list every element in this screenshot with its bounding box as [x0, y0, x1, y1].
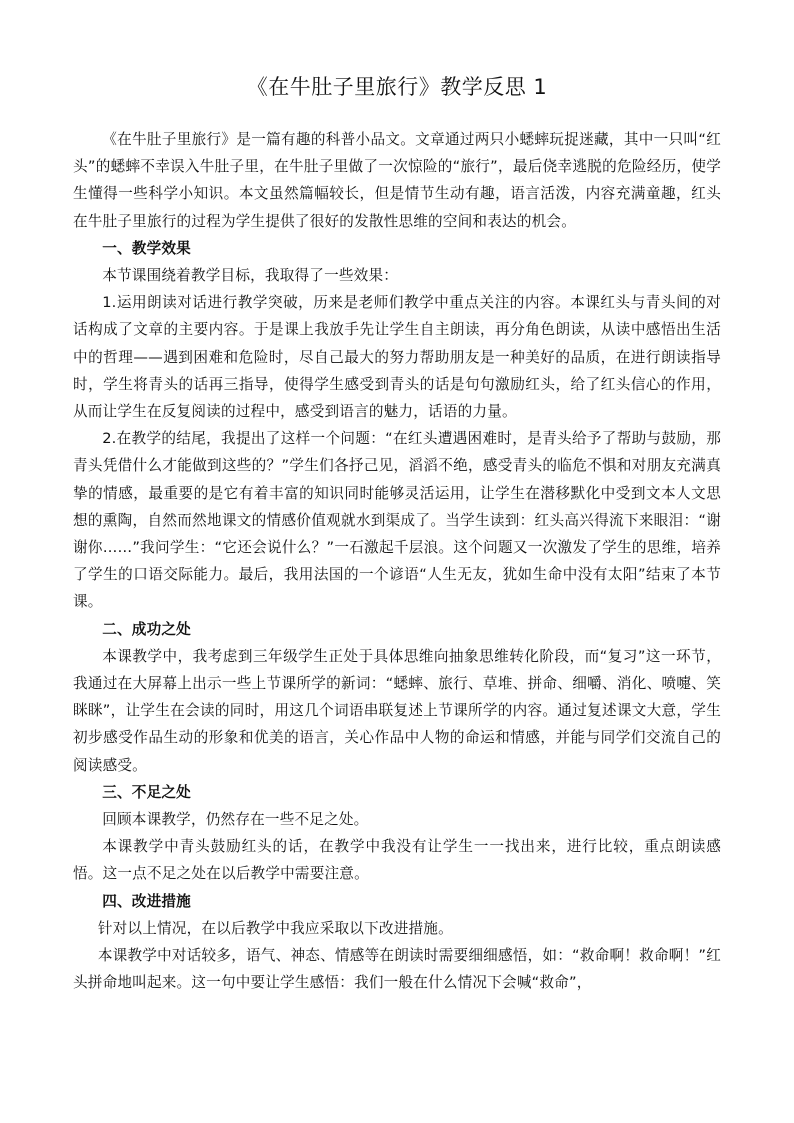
section-heading-improvements: 四、改进措施: [102, 892, 191, 910]
paragraph-effect-summary: 本节课围绕着教学目标，我取得了一些效果：: [102, 267, 399, 285]
paragraph-improvements-intro: 针对以上情况，在以后教学中我应采取以下改进措施。: [97, 919, 453, 937]
paragraph-successes: 本课教学中，我考虑到三年级学生正处于具体思维向抽象思维转化阶段，而“复习”这一环节，我通过在大屏幕上出示一些上节课所学的新词：“蟋蟀、旅行、草堆、拼命、细嚼、消化、喷嚏、笑眯眯”，让学生在会读的同时，用这几个词语串联复述上节课所学的内容。通过复述课文大意，学生初步感受作品生动的形象和优美的语言，关心作品中人物的命运和情感，并能与同学们交流自己的阅读感受。: [73, 647, 721, 774]
section-heading-successes: 二、成功之处: [102, 620, 191, 638]
paragraph-shortcomings-detail: 本课教学中青头鼓励红头的话，在教学中我没有让学生一一找出来，进行比较，重点朗读感悟。这一点不足之处在以后教学中需要注意。: [73, 838, 721, 883]
paragraph-effect-point-1: 1.运用朗读对话进行教学突破，历来是老师们教学中重点关注的内容。本课红头与青头间的对话构成了文章的主要内容。于是课上我放手先让学生自主朗读，再分角色朗读，从读中感悟出生活中的哲理——遇到困难和危险时，尽自己最大的努力帮助朋友是一种美好的品质，在进行朗读指导时，学生将青头的话再三指导，使得学生感受到青头的话是句句激励红头，给了红头信心的作用，从而让学生在反复阅读的过程中，感受到语言的魅力，话语的力量。: [73, 294, 721, 421]
document-title: 《在牛肚子里旅行》教学反思 1: [246, 75, 548, 99]
paragraph-effect-point-2: 2.在教学的结尾，我提出了这样一个问题：“在红头遭遇困难时，是青头给予了帮助与鼓励，那青头凭借什么才能做到这些的？”学生们各抒己见，滔滔不绝，感受青头的临危不惧和对朋友充满真挚的情感，最重要的是它有着丰富的知识同时能够灵活运用，让学生在潜移默化中受到文本人文思想的熏陶，自然而然地课文的情感价值观就水到渠成了。当学生读到：红头高兴得流下来眼泪：“谢谢你……”我问学生：“它还会说什么？”一石激起千层浪。这个问题又一次激发了学生的思维，培养了学生的口语交际能力。最后，我用法国的一个谚语“人生无友，犹如生命中没有太阳”结束了本节课。: [73, 430, 721, 611]
section-heading-teaching-effect: 一、教学效果: [102, 239, 191, 257]
section-heading-shortcomings: 三、不足之处: [102, 783, 191, 801]
paragraph-shortcomings-intro: 回顾本课教学，仍然存在一些不足之处。: [102, 811, 369, 829]
paragraph-intro: 《在牛肚子里旅行》是一篇有趣的科普小品文。文章通过两只小蟋蟀玩捉迷藏，其中一只叫“红头”的蟋蟀不幸误入牛肚子里，在牛肚子里做了一次惊险的“旅行”，最后侥幸逃脱的危险经历，使学生懂得一些科学小知识。本文虽然篇幅较长，但是情节生动有趣，语言活泼，内容充满童趣，红头在牛肚子里旅行的过程为学生提供了很好的发散性思维的空间和表达的机会。: [73, 131, 721, 230]
document-body: [73, 126, 721, 997]
paragraph-improvements-detail: 本课教学中对话较多，语气、神态、情感等在朗读时需要细细感悟，如：“救命啊！救命啊！”红头拼命地叫起来。这一句中要让学生感悟：我们一般在什么情况下会喊“救命”，: [73, 947, 721, 992]
